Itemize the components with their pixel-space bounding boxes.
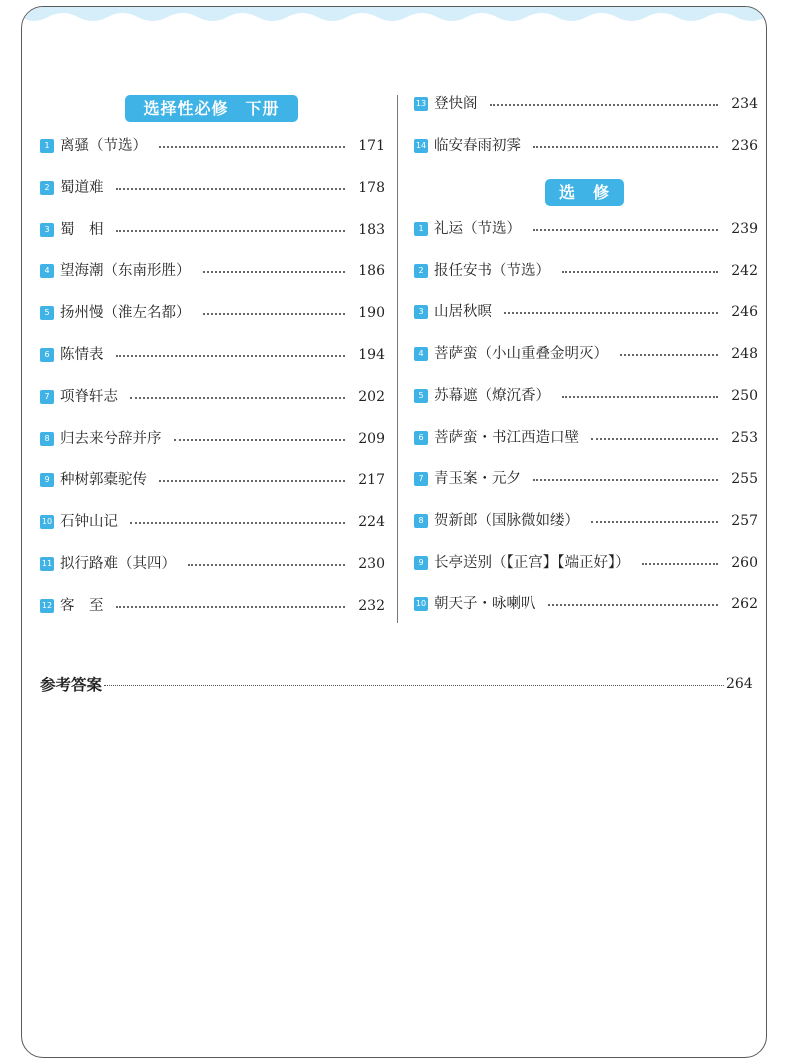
entry-title: 礼运（节选）	[434, 221, 521, 237]
toc-entry[interactable]	[414, 385, 758, 407]
toc-entry[interactable]	[414, 260, 758, 282]
entry-title: 报任安书（节选）	[434, 262, 550, 279]
entry-page-number: 253	[731, 429, 758, 446]
toc-entry[interactable]	[414, 135, 758, 157]
entry-number-badge: 2	[40, 181, 54, 195]
entry-number-badge: 5	[40, 306, 54, 320]
entry-page-number: 248	[731, 346, 758, 363]
leader-dots	[159, 480, 345, 482]
entry-page-number: 257	[731, 512, 758, 529]
leader-dots	[642, 563, 718, 565]
answers-page-number: 264	[726, 676, 753, 692]
leader-dots	[203, 271, 346, 273]
toc-entry[interactable]	[40, 595, 385, 617]
entry-page-number: 260	[731, 554, 758, 571]
entry-page-number: 242	[731, 262, 758, 279]
leader-dots	[533, 229, 718, 231]
entry-title: 扬州慢（淮左名都）	[60, 305, 191, 322]
toc-entry[interactable]	[414, 343, 758, 365]
entry-title: 菩萨蛮（小山重叠金明灭）	[434, 346, 608, 363]
entry-page-number: 194	[358, 347, 385, 363]
entry-number-badge: 5	[414, 389, 428, 403]
toc-entry[interactable]	[414, 552, 758, 574]
entry-title: 陈情表	[60, 347, 104, 363]
entry-title: 蜀道难	[60, 179, 104, 196]
leader-dots	[591, 438, 718, 440]
entry-page-number: 250	[731, 387, 758, 404]
entry-number-badge: 6	[40, 348, 54, 362]
toc-entry[interactable]	[414, 427, 758, 449]
section-header-left: 选择性必修 下册	[125, 95, 298, 122]
entry-page-number: 255	[731, 471, 758, 488]
leader-dots	[188, 564, 345, 566]
entry-number-badge: 8	[414, 514, 428, 528]
leader-dots	[116, 188, 346, 190]
entry-page-number: 246	[731, 304, 758, 321]
leader-dots	[548, 604, 719, 606]
leader-dots	[562, 271, 718, 273]
entry-title: 石钟山记	[60, 514, 118, 531]
leader-dots	[533, 146, 718, 148]
leader-dots	[116, 230, 346, 232]
entry-number-badge: 1	[40, 139, 54, 153]
entry-number-badge: 12	[40, 599, 54, 613]
entry-number-badge: 13	[414, 97, 428, 111]
entry-title: 项脊轩志	[60, 388, 118, 405]
toc-entry[interactable]	[414, 593, 758, 615]
leader-dots	[620, 354, 718, 356]
entry-title: 临安春雨初霁	[434, 138, 521, 154]
entry-page-number: 224	[358, 514, 385, 531]
wave-decoration	[22, 7, 766, 27]
leader-dots	[159, 146, 345, 148]
toc-entry[interactable]	[40, 177, 385, 199]
entry-page-number: 262	[731, 596, 758, 613]
leader-dots	[116, 355, 346, 357]
entry-number-badge: 7	[414, 472, 428, 486]
entry-number-badge: 9	[414, 556, 428, 570]
entry-number-badge: 9	[40, 473, 54, 487]
entry-title: 客 至	[60, 597, 104, 614]
entry-number-badge: 1	[414, 222, 428, 236]
toc-entry[interactable]	[414, 93, 758, 115]
entry-page-number: 236	[731, 138, 758, 154]
entry-title: 离骚（节选）	[60, 138, 147, 154]
toc-entry[interactable]	[40, 511, 385, 533]
entry-page-number: 178	[358, 179, 385, 196]
entry-number-badge: 3	[40, 223, 54, 237]
entry-number-badge: 10	[414, 597, 428, 611]
entry-title: 登快阁	[434, 96, 478, 112]
toc-entry[interactable]	[40, 302, 385, 324]
toc-entry[interactable]	[40, 260, 385, 282]
entry-number-badge: 10	[40, 515, 54, 529]
entry-number-badge: 7	[40, 390, 54, 404]
entry-title: 蜀 相	[60, 221, 104, 238]
column-divider	[397, 95, 398, 623]
section-header-right: 选 修	[545, 179, 624, 206]
entry-page-number: 230	[358, 556, 385, 572]
toc-entry[interactable]	[40, 135, 385, 157]
toc-entry[interactable]	[414, 301, 758, 323]
leader-dots	[591, 521, 718, 523]
entry-number-badge: 3	[414, 305, 428, 319]
entry-number-badge: 4	[414, 347, 428, 361]
entry-page-number: 239	[731, 221, 758, 237]
toc-entry[interactable]	[414, 468, 758, 490]
entry-page-number: 186	[358, 263, 385, 280]
entry-number-badge: 8	[40, 432, 54, 446]
toc-entry[interactable]	[414, 510, 758, 532]
answers-title: 参考答案	[40, 676, 103, 694]
entry-page-number: 234	[731, 96, 758, 112]
entry-title: 长亭送别（【正宫】【端正好】）	[434, 554, 630, 571]
entry-title: 朝天子・咏喇叭	[434, 596, 536, 613]
entry-page-number: 171	[358, 138, 385, 154]
entry-title: 菩萨蛮・书江西造口壁	[434, 429, 579, 446]
entry-page-number: 232	[358, 597, 385, 614]
entry-page-number: 190	[358, 305, 385, 322]
leader-dots	[533, 479, 718, 481]
leader-dots	[104, 685, 724, 686]
entry-page-number: 202	[358, 388, 385, 405]
entry-title: 归去来兮辞并序	[60, 430, 162, 447]
leader-dots	[203, 313, 346, 315]
toc-page	[21, 6, 767, 1058]
leader-dots	[490, 104, 719, 106]
entry-title: 种树郭橐驼传	[60, 472, 147, 489]
leader-dots	[504, 312, 718, 314]
leader-dots	[562, 396, 718, 398]
toc-entry[interactable]	[40, 344, 385, 366]
entry-title: 苏幕遮（燎沉香）	[434, 387, 550, 404]
entry-title: 青玉案・元夕	[434, 471, 521, 488]
entry-number-badge: 6	[414, 431, 428, 445]
toc-entry[interactable]	[40, 553, 385, 575]
toc-entry[interactable]	[40, 386, 385, 408]
toc-entry[interactable]	[40, 469, 385, 491]
toc-entry[interactable]	[414, 218, 758, 240]
entry-number-badge: 4	[40, 264, 54, 278]
leader-dots	[130, 397, 345, 399]
entry-page-number: 217	[358, 472, 385, 489]
entry-number-badge: 2	[414, 264, 428, 278]
leader-dots	[130, 522, 345, 524]
entry-number-badge: 14	[414, 139, 428, 153]
entry-page-number: 183	[358, 221, 385, 238]
entry-number-badge: 11	[40, 557, 54, 571]
entry-title: 望海潮（东南形胜）	[60, 263, 191, 280]
entry-title: 贺新郎（国脉微如缕）	[434, 512, 579, 529]
toc-entry[interactable]	[40, 219, 385, 241]
answers-entry[interactable]	[40, 672, 752, 696]
leader-dots	[174, 439, 346, 441]
entry-title: 拟行路难（其四）	[60, 556, 176, 572]
toc-entry[interactable]	[40, 428, 385, 450]
entry-title: 山居秋暝	[434, 304, 492, 321]
entry-page-number: 209	[358, 430, 385, 447]
leader-dots	[116, 606, 346, 608]
